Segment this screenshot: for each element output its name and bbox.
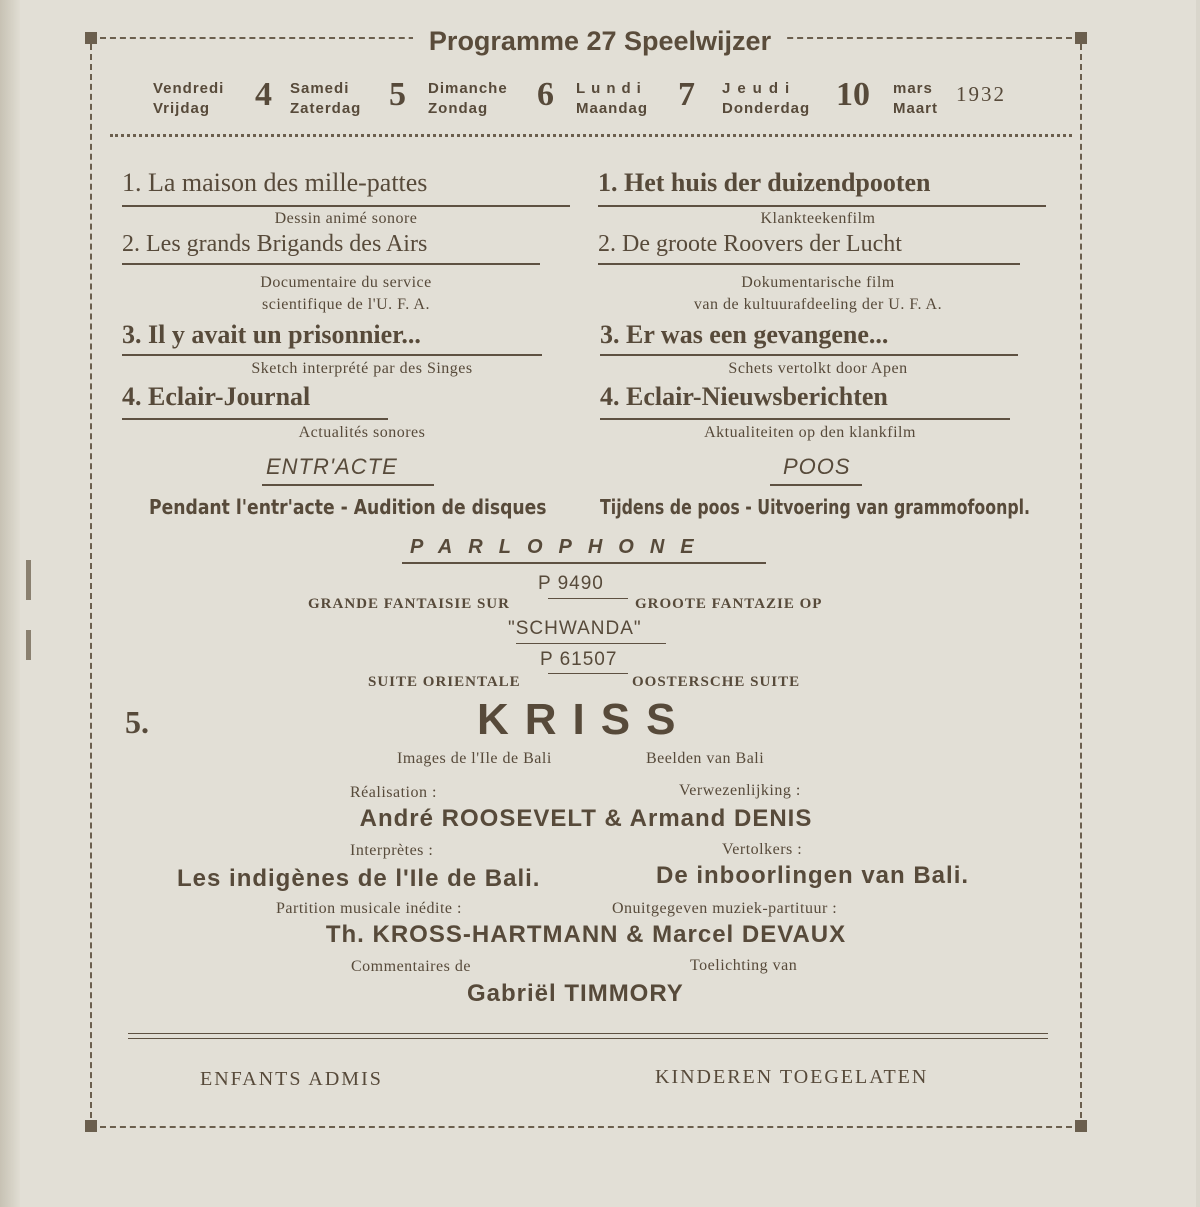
day-fr: Lundi — [576, 80, 647, 97]
commentary-label-fr: Commentaires de — [351, 958, 471, 975]
day-nl: Maandag — [576, 100, 649, 117]
record-1-number: P 9490 — [538, 573, 604, 594]
footer-rule — [128, 1038, 1048, 1039]
cast-names-nl: De inboorlingen van Bali. — [656, 862, 970, 889]
score-names: Th. KROSS-HARTMANN & Marcel DEVAUX — [325, 921, 847, 948]
item-1-desc-fr: Dessin animé sonore — [274, 210, 418, 227]
record-2-number: P 61507 — [540, 649, 618, 670]
day-number: 4 — [255, 76, 272, 113]
spine-mark — [26, 630, 31, 660]
direction-names: André ROOSEVELT & Armand DENIS — [359, 805, 813, 832]
day-nl: Vrijdag — [153, 100, 211, 117]
admission-note-fr: ENFANTS ADMIS — [200, 1068, 383, 1090]
day-number: 10 — [836, 76, 870, 113]
day-nl: Zondag — [428, 100, 489, 117]
item-4-desc-fr: Actualités sonores — [298, 424, 426, 441]
admission-note-nl: KINDEREN TOEGELATEN — [655, 1066, 929, 1088]
direction-label-nl: Verwezenlijking : — [679, 782, 801, 799]
feature-subtitle-fr: Images de l'Ile de Bali — [397, 750, 552, 767]
day-label-monday — [576, 79, 648, 119]
item-4-title-fr: 4. Eclair-Journal — [122, 382, 311, 411]
underline — [122, 263, 540, 265]
intermission-text-fr: Pendant l'entr'acte - Audition de disques — [149, 495, 547, 519]
item-3-desc-fr: Sketch interprété par des Singes — [251, 360, 473, 377]
record-2-fr: SUITE ORIENTALE — [368, 674, 521, 690]
underline — [598, 205, 1046, 207]
record-1-title: "SCHWANDA" — [508, 618, 642, 639]
record-label: PARLOPHONE — [410, 536, 710, 558]
underline — [548, 598, 628, 599]
item-3-desc-nl: Schets vertolkt door Apen — [728, 360, 908, 377]
day-fr: Samedi — [290, 80, 350, 97]
frame-right-border — [1080, 44, 1082, 1118]
underline — [122, 354, 542, 356]
day-label-sunday — [428, 79, 508, 119]
day-number: 5 — [389, 76, 406, 113]
underline — [402, 562, 766, 564]
record-1-fr: GRANDE FANTAISIE SUR — [308, 596, 510, 612]
feature-subtitle-nl: Beelden van Bali — [646, 750, 765, 767]
day-fr: Jeudi — [722, 80, 797, 97]
cast-label-nl: Vertolkers : — [722, 841, 803, 858]
underline — [600, 418, 1010, 420]
month-label — [893, 79, 938, 119]
month-nl: Maart — [893, 100, 939, 117]
footer-rule — [128, 1033, 1048, 1034]
page-spine — [0, 0, 20, 1207]
day-number: 7 — [678, 76, 695, 113]
commentary-label-nl: Toelichting van — [690, 957, 798, 974]
day-number: 6 — [537, 76, 554, 113]
month-fr: mars — [893, 80, 933, 97]
item-4-title-nl: 4. Eclair-Nieuwsberichten — [600, 382, 888, 411]
spine-mark — [26, 560, 31, 600]
feature-number: 5. — [125, 704, 149, 740]
day-fr: Vendredi — [153, 80, 225, 97]
commentary-name: Gabriël TIMMORY — [467, 980, 684, 1007]
frame-left-border — [90, 44, 92, 1118]
underline — [598, 263, 1020, 265]
day-fr: Dimanche — [428, 80, 508, 97]
frame-corner-ornament — [85, 1120, 97, 1132]
item-2-desc2-nl: van de kultuurafdeeling der U. F. A. — [693, 296, 943, 313]
frame-corner-ornament — [1075, 1120, 1087, 1132]
frame-bottom-border — [100, 1126, 1072, 1128]
intermission-title-nl: POOS — [783, 454, 851, 479]
item-2-title-fr: 2. Les grands Brigands des Airs — [122, 231, 428, 257]
item-1-title-fr: 1. La maison des mille-pattes — [122, 168, 428, 197]
item-4-desc-nl: Aktualiteiten op den klankfilm — [704, 424, 916, 441]
feature-title: KRISS — [477, 695, 692, 744]
item-2-desc1-fr: Documentaire du service — [260, 274, 432, 291]
record-1-nl: GROOTE FANTAZIE OP — [635, 596, 823, 612]
intermission-title-fr: ENTR'ACTE — [266, 454, 398, 479]
item-3-title-fr: 3. Il y avait un prisonnier... — [122, 320, 421, 349]
underline — [262, 484, 434, 486]
day-nl: Donderdag — [722, 100, 811, 117]
header-divider — [110, 134, 1072, 137]
cast-label-fr: Interprètes : — [350, 842, 434, 859]
underline — [548, 673, 628, 674]
item-2-desc2-fr: scientifique de l'U. F. A. — [262, 296, 430, 313]
item-2-desc1-nl: Dokumentarische film — [741, 274, 895, 291]
intermission-text-nl: Tijdens de poos - Uitvoering van grammofoonpl. — [600, 495, 1031, 519]
score-label-nl: Onuitgegeven muziek-partituur : — [612, 900, 838, 917]
underline — [516, 643, 666, 644]
day-label-friday — [153, 79, 224, 119]
program-title: Programme 27 Speelwijzer — [413, 26, 787, 56]
record-2-nl: OOSTERSCHE SUITE — [632, 674, 801, 690]
item-2-title-nl: 2. De groote Roovers der Lucht — [598, 231, 902, 257]
item-3-title-nl: 3. Er was een gevangene... — [600, 320, 889, 349]
item-1-title-nl: 1. Het huis der duizendpooten — [598, 168, 931, 197]
direction-label-fr: Réalisation : — [350, 784, 437, 801]
day-nl: Zaterdag — [290, 100, 362, 117]
underline — [770, 484, 862, 486]
score-label-fr: Partition musicale inédite : — [276, 900, 462, 917]
underline — [600, 354, 1018, 356]
underline — [122, 205, 570, 207]
year: 1932 — [956, 82, 1006, 106]
program-title-row — [0, 26, 1200, 57]
underline — [122, 418, 388, 420]
cast-names-fr: Les indigènes de l'Ile de Bali. — [177, 865, 541, 892]
day-label-thursday — [722, 79, 810, 119]
day-label-saturday — [290, 79, 361, 119]
item-1-desc-nl: Klankteekenfilm — [760, 210, 876, 227]
